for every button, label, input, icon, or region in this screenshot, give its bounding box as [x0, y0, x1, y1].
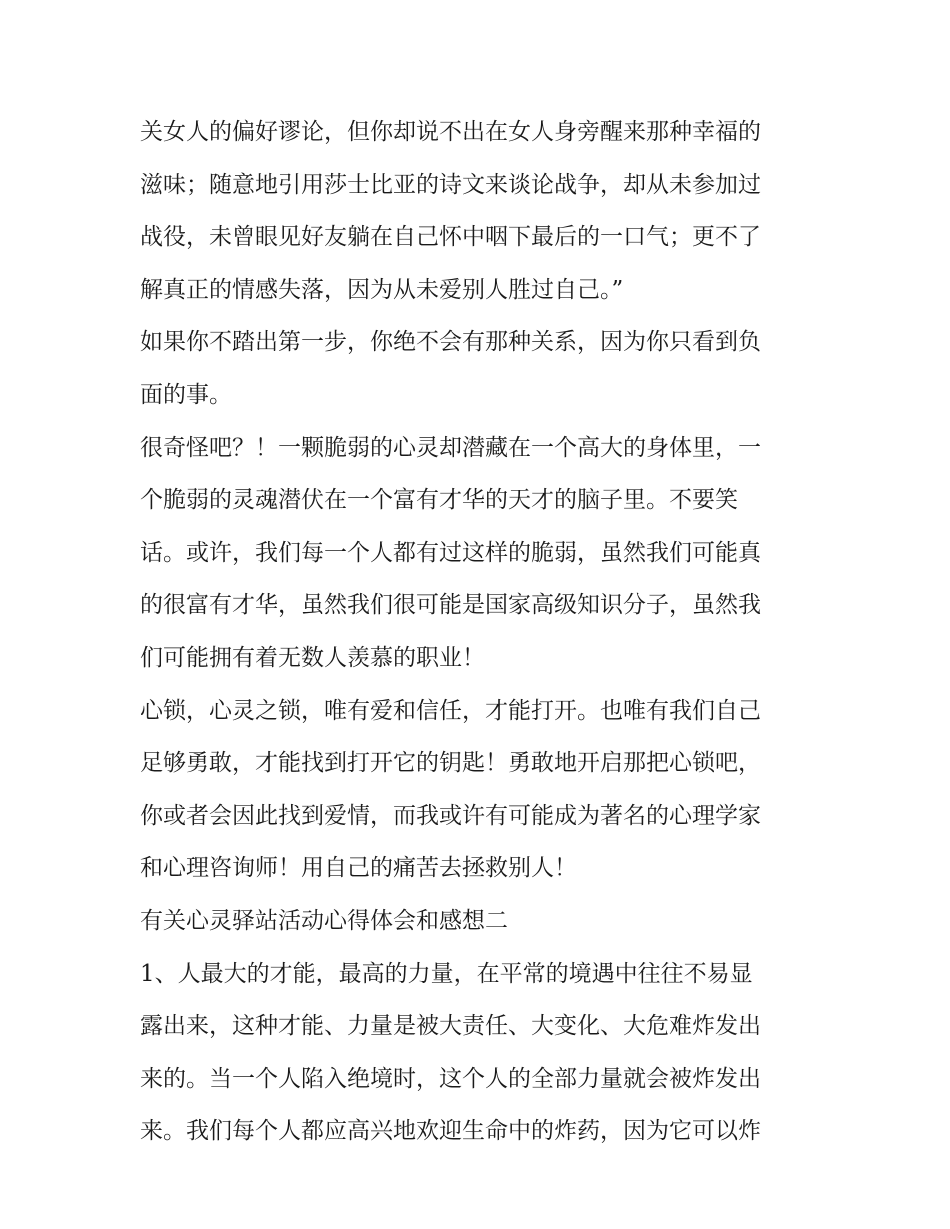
- text-line: 露出来，这种才能、力量是被大责任、大变化、大危难炸发出: [140, 1013, 761, 1040]
- text-line: 足够勇敢，才能找到打开它的钥匙！勇敢地开启那把心锁吧，: [140, 750, 761, 777]
- text-line: 的很富有才华，虽然我们很可能是国家高级知识分子，虽然我: [140, 592, 761, 619]
- text-line: 你或者会因此找到爱情，而我或许有可能成为著名的心理学家: [140, 802, 761, 829]
- text-line: 解真正的情感失落，因为从未爱别人胜过自己。”: [140, 276, 624, 303]
- text-line: 关女人的偏好谬论，但你却说不出在女人身旁醒来那种幸福的: [140, 119, 761, 145]
- text-line: 个脆弱的灵魂潜伏在一个富有才华的天才的脑子里。不要笑: [140, 487, 738, 514]
- text-line: 很奇怪吧？！一颗脆弱的心灵却潜藏在一个高大的身体里，一: [140, 434, 761, 461]
- text-line: 如果你不踏出第一步，你绝不会有那种关系，因为你只看到负: [140, 329, 761, 356]
- text-line: 滋味；随意地引用莎士比亚的诗文来谈论战争，却从未参加过: [140, 171, 761, 198]
- text-line: 心锁，心灵之锁，唯有爱和信任，才能打开。也唯有我们自己: [140, 697, 761, 724]
- text-line: 1、人最大的才能，最高的力量，在平常的境遇中往往不易显: [140, 960, 753, 987]
- document-body: [140, 106, 816, 1158]
- text-line: 来的。当一个人陷入绝境时，这个人的全部力量就会被炸发出: [140, 1065, 761, 1092]
- text-line: 们可能拥有着无数人羡慕的职业！: [140, 644, 485, 671]
- text-line: 面的事。: [140, 381, 232, 408]
- text-line: 来。我们每个人都应高兴地欢迎生命中的炸药，因为它可以炸: [140, 1118, 761, 1145]
- text-line: 和心理咨询师！用自己的痛苦去拯救别人！: [140, 855, 577, 882]
- text-line: 话。或许，我们每一个人都有过这样的脆弱，虽然我们可能真: [140, 539, 761, 566]
- section-heading: 有关心灵驿站活动心得体会和感想二: [140, 907, 508, 934]
- text-line: 战役，未曾眼见好友躺在自己怀中咽下最后的一口气；更不了: [140, 224, 761, 251]
